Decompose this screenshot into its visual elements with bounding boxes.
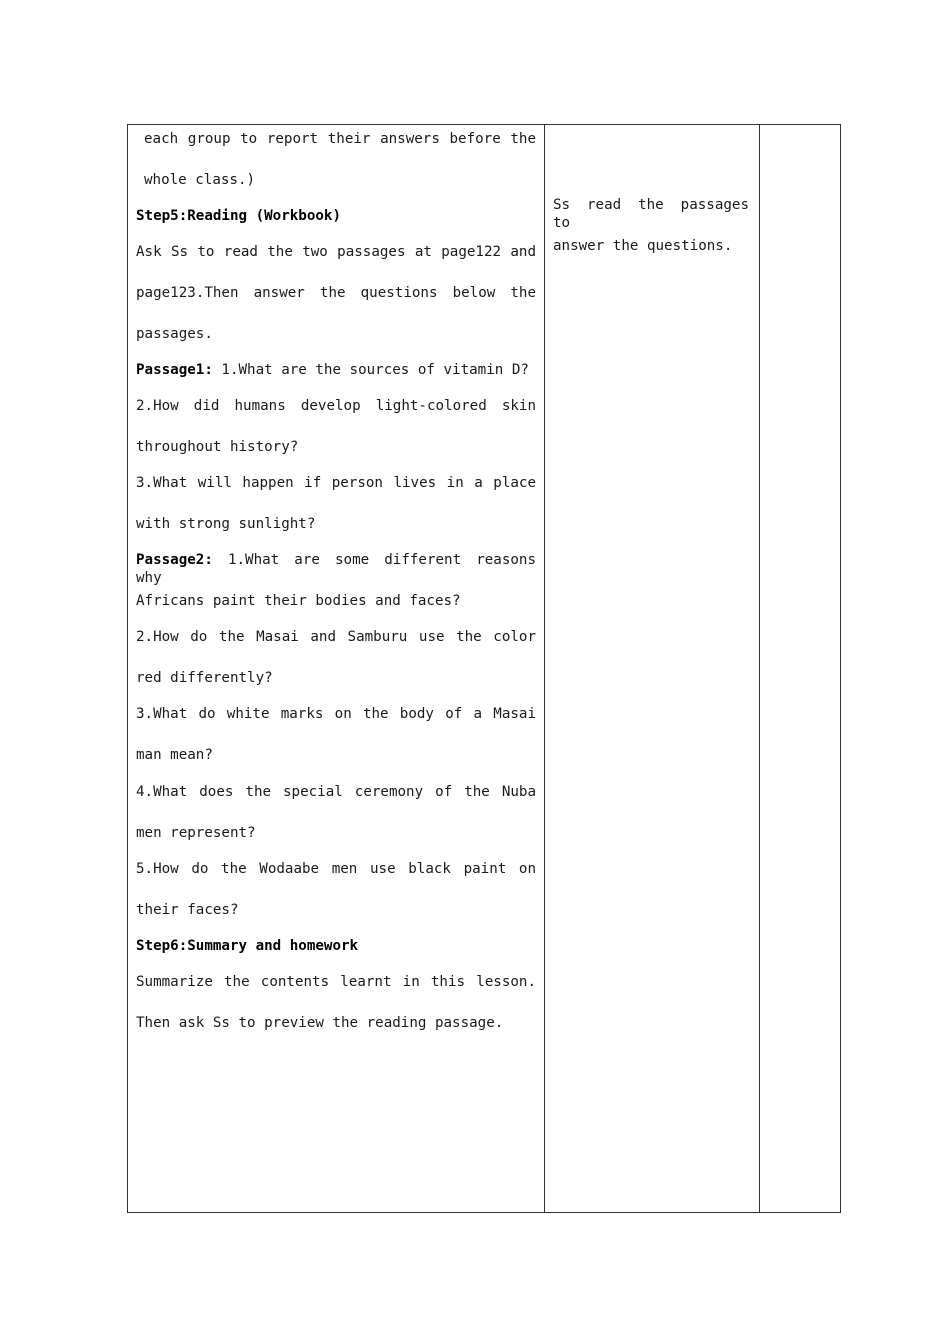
passage1-label: Passage1:	[136, 362, 213, 378]
text-line: 5.How do the Wodaabe men use black paint on	[136, 861, 536, 877]
passage2-label: Passage2:	[136, 552, 213, 568]
student-activity-cell	[553, 125, 753, 1212]
text-line: 4.What does the special ceremony of the Nuba	[136, 784, 536, 800]
passage1-question-1: 1.What are the sources of vitamin D?	[212, 362, 529, 378]
text-line: whole class.)	[144, 172, 256, 188]
text-line: Ask Ss to read the two passages at page122 and	[136, 244, 536, 260]
text-line: Ss read the passages to	[553, 197, 749, 231]
text-line: 3.What will happen if person lives in a place	[136, 475, 536, 491]
text-line: Summarize the contents learnt in this lesson.	[136, 974, 536, 990]
text-line: throughout history?	[136, 439, 299, 455]
passage2-question-1: 1.What are some different reasons why	[136, 552, 536, 586]
text-line: with strong sunlight?	[136, 516, 316, 532]
teacher-activity-cell	[136, 125, 536, 1212]
text-line: man mean?	[136, 747, 213, 763]
text-line: passages.	[136, 326, 213, 342]
text-line: 2.How do the Masai and Samburu use the color	[136, 629, 536, 645]
text-line: Africans paint their bodies and faces?	[136, 593, 461, 609]
text-line: 3.What do white marks on the body of a Masai	[136, 706, 536, 722]
column-divider	[759, 125, 760, 1212]
step5-heading: Step5:Reading (Workbook)	[136, 208, 341, 224]
text-line: 2.How did humans develop light-colored skin	[136, 398, 536, 414]
text-line: their faces?	[136, 902, 239, 918]
text-line: red differently?	[136, 670, 273, 686]
step6-heading: Step6:Summary and homework	[136, 938, 359, 954]
text-line: page123.Then answer the questions below the	[136, 285, 536, 301]
lesson-plan-table	[127, 124, 841, 1213]
column-divider	[544, 125, 545, 1212]
text-line: men represent?	[136, 825, 256, 841]
text-line: Then ask Ss to preview the reading passage.	[136, 1015, 504, 1031]
text-line: answer the questions.	[553, 238, 733, 254]
text-line: each group to report their answers before the	[144, 131, 536, 147]
passage2-question-line	[136, 551, 536, 586]
passage1-question-line	[136, 361, 529, 379]
